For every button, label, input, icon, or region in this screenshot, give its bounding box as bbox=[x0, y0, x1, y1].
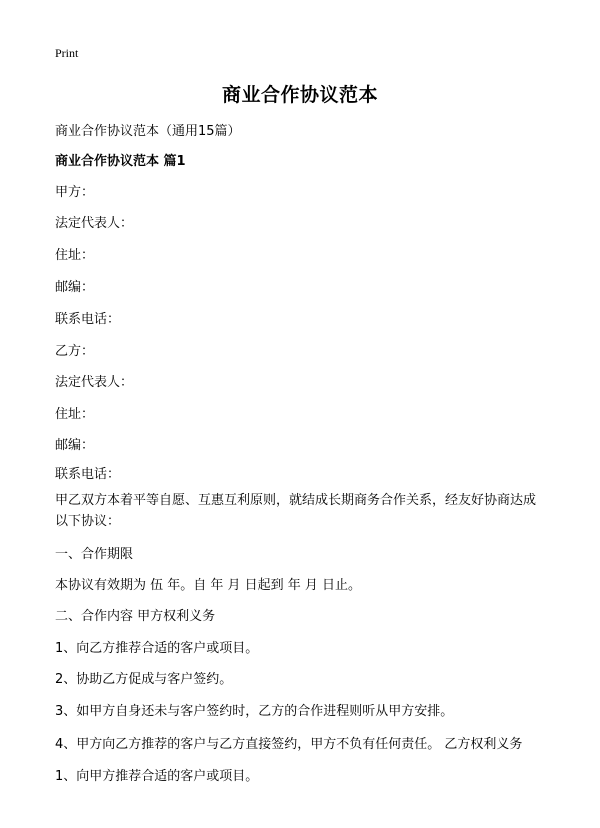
party-b-phone-label: 联系电话： bbox=[55, 467, 121, 482]
party-a-postcode-label: 邮编： bbox=[55, 280, 95, 295]
party-b-legal-rep-label: 法定代表人： bbox=[55, 375, 134, 390]
clause-item-a2: 2、协助乙方促成与客户签约。 bbox=[55, 672, 233, 687]
party-a-address-label: 住址： bbox=[55, 248, 95, 263]
clause-item-b1: 1、向甲方推荐合适的客户或项目。 bbox=[55, 769, 259, 784]
print-label: Print bbox=[55, 46, 79, 60]
clause-heading-content: 二、合作内容 甲方权利义务 bbox=[55, 609, 216, 624]
party-b-address-label: 住址： bbox=[55, 407, 95, 422]
clause-item-a3: 3、如甲方自身还未与客户签约时，乙方的合作进程则听从甲方安排。 bbox=[55, 704, 454, 719]
clause-heading-term: 一、合作期限 bbox=[55, 547, 134, 562]
party-b-postcode-label: 邮编： bbox=[55, 438, 95, 453]
clause-item-a4: 4、甲方向乙方推荐的客户与乙方直接签约，甲方不负有任何责任。 乙方权利义务 bbox=[55, 737, 523, 752]
party-b-label: 乙方： bbox=[55, 344, 95, 359]
section-title: 商业合作协议范本 篇1 bbox=[55, 154, 186, 169]
party-a-label: 甲方： bbox=[55, 185, 95, 200]
clause-item-a1: 1、向乙方推荐合适的客户或项目。 bbox=[55, 641, 259, 656]
intro-paragraph: 甲乙双方本着平等自愿、互惠互利原则，就结成长期商务合作关系，经友好协商达成以下协议： bbox=[55, 493, 537, 529]
document-subtitle: 商业合作协议范本（通用15篇） bbox=[55, 124, 241, 139]
party-a-legal-rep-label: 法定代表人： bbox=[55, 216, 134, 231]
clause-term-text: 本协议有效期为 伍 年。自 年 月 日起到 年 月 日止。 bbox=[55, 578, 362, 593]
document-title: 商业合作协议范本 bbox=[221, 84, 378, 106]
party-a-phone-label: 联系电话： bbox=[55, 312, 121, 327]
